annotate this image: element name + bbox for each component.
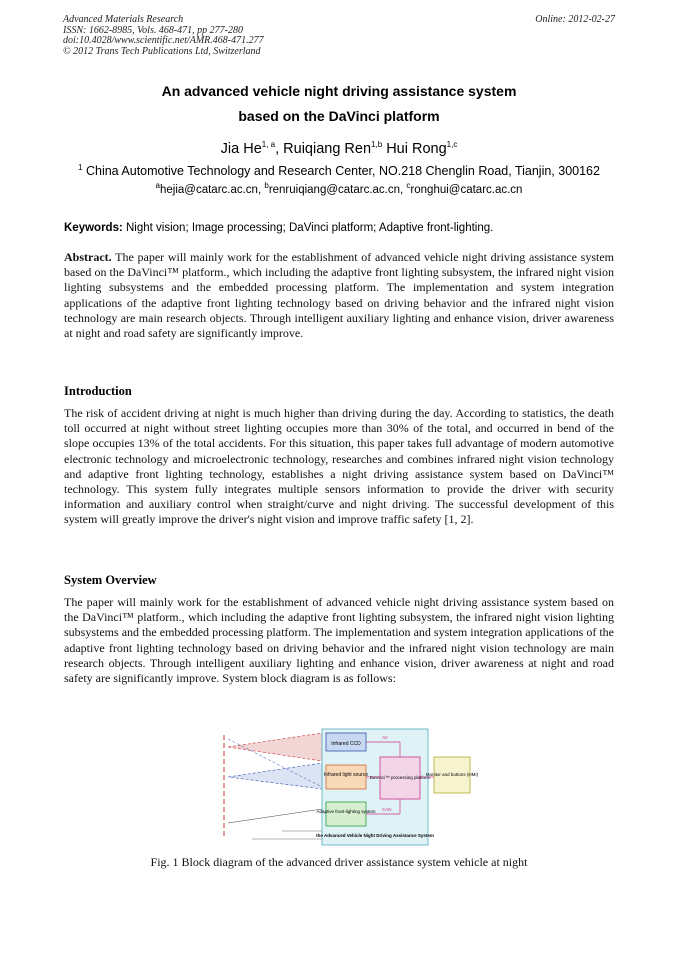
- journal-header: [63, 15, 264, 57]
- abstract-text: The paper will mainly work for the establishment of advanced vehicle night driving assistance system based on the DaVinci™ platform., which including the adaptive front lighting subsystem, the infrared night vision lighting subsystems and the embedded processing platform. The implementation and system integration applications of the adaptive front lighting technology based on driving behavior and the infrared night vision technology are main research objects. Through intelligent auxiliary lighting and enhance vision, driver awareness at night and road safety are significantly improve.: [64, 250, 614, 341]
- copyright-line: © 2012 Trans Tech Publications Ltd, Switzerland: [63, 45, 261, 57]
- introduction-heading: Introduction: [64, 384, 132, 398]
- affiliation-text: China Automotive Technology and Research Center, NO.218 Chenglin Road, Tianjin, 300162: [85, 164, 600, 178]
- email-sup: b: [264, 181, 269, 191]
- davinci-label: DaVinci™ processing platform: [369, 775, 431, 780]
- email-sup: c: [406, 181, 411, 191]
- email-sup: a: [155, 181, 160, 191]
- introduction-text: The risk of accident driving at night is much higher than driving during the day. According to statistics, the death toll occurred at night without street lighting occupies more than 30% of the total, and occurred in bend of the slope occupies 13% of the total accidents. For this situation, this paper takes full advantage of modern automotive electronic technology and microelectronic technology, researches and combines infrared night vision technology and adaptive front lighting technology, establishes a night driving assistance system based on DaVinci™ technology. This system fully integrates multiple sensors information to provide the driver with security information and auxiliary control when straight/curve and night driving. The successful development of this system will greatly improve the driver's night vision and improve traffic safety [1, 2].: [64, 406, 614, 527]
- email-list: [0, 181, 678, 196]
- author-list: Jia He$^{1, a}$, Ruiqiang Ren$^{1,b}$ Hui Rong$^{1,c}$: [220, 140, 458, 157]
- author-sup: 1,c: [446, 140, 458, 150]
- journal-name: Advanced Materials Research: [63, 14, 184, 25]
- keywords: [64, 222, 493, 234]
- author-sup: 1, a: [261, 140, 276, 150]
- overview-text: The paper will mainly work for the establishment of advanced vehicle night driving assistance system based on the DaVinci™ platform., which including the adaptive front lighting subsystem, the infrared night vision lighting subsystems and the embedded processing platform. The implementation and system integration applications of the adaptive front lighting technology based on driving behavior and the infrared night vision technology are main research objects. Through intelligent auxiliary lighting and enhance vision, driver awareness at night and road safety are significantly improve. System block diagram is as follows:: [64, 595, 614, 686]
- email-link[interactable]: hejia@catarc.ac.cn,: [159, 184, 262, 196]
- doi-line[interactable]: doi:10.4028/www.scientific.net/AMR.468-471.277: [63, 35, 264, 46]
- figure-caption: Fig. 1 Block diagram of the advanced driver assistance system vehicle at night: [150, 855, 528, 869]
- infrared-ccd-label: Infrared CCD: [331, 741, 361, 747]
- affiliation: [0, 164, 678, 178]
- can-label: CAN: [382, 807, 392, 812]
- afs-label: Adaptive front-lighting system: [316, 809, 376, 814]
- author-name: Hui Rong: [386, 141, 447, 157]
- email-link[interactable]: renruiqiang@catarc.ac.cn,: [268, 184, 404, 196]
- block-diagram-figure: [222, 727, 479, 847]
- abstract: [64, 250, 614, 341]
- keywords-text: Night vision; Image processing; DaVinci platform; Adaptive front-lighting.: [126, 222, 494, 234]
- system-label: the Advanced Vehicle Night Driving Assistance System: [316, 833, 434, 838]
- overview-heading: System Overview: [64, 573, 157, 587]
- av-label: AV: [382, 735, 388, 740]
- affiliation-sup: 1: [78, 162, 83, 172]
- author-sup: 1,b: [371, 140, 383, 150]
- beam-illustration: [224, 733, 322, 839]
- keywords-label: Keywords:: [64, 222, 123, 234]
- issn-line: ISSN: 1662-8985, Vols. 468-471, pp 277-280: [63, 24, 243, 36]
- hmi-label: Monitor and buttons (HMI): [425, 772, 479, 777]
- author-name: Jia He: [220, 141, 262, 157]
- afs-box: [326, 802, 366, 826]
- abstract-label: Abstract.: [64, 250, 112, 264]
- infrared-light-label: Infrared light source: [323, 772, 369, 778]
- title-line-2: based on the DaVinci platform: [238, 108, 440, 124]
- online-date: Online: 2012-02-27: [535, 14, 615, 25]
- author-name: Ruiqiang Ren: [283, 141, 372, 157]
- email-link[interactable]: ronghui@catarc.ac.cn: [410, 184, 523, 196]
- title-line-1: An advanced vehicle night driving assistance system: [161, 83, 517, 99]
